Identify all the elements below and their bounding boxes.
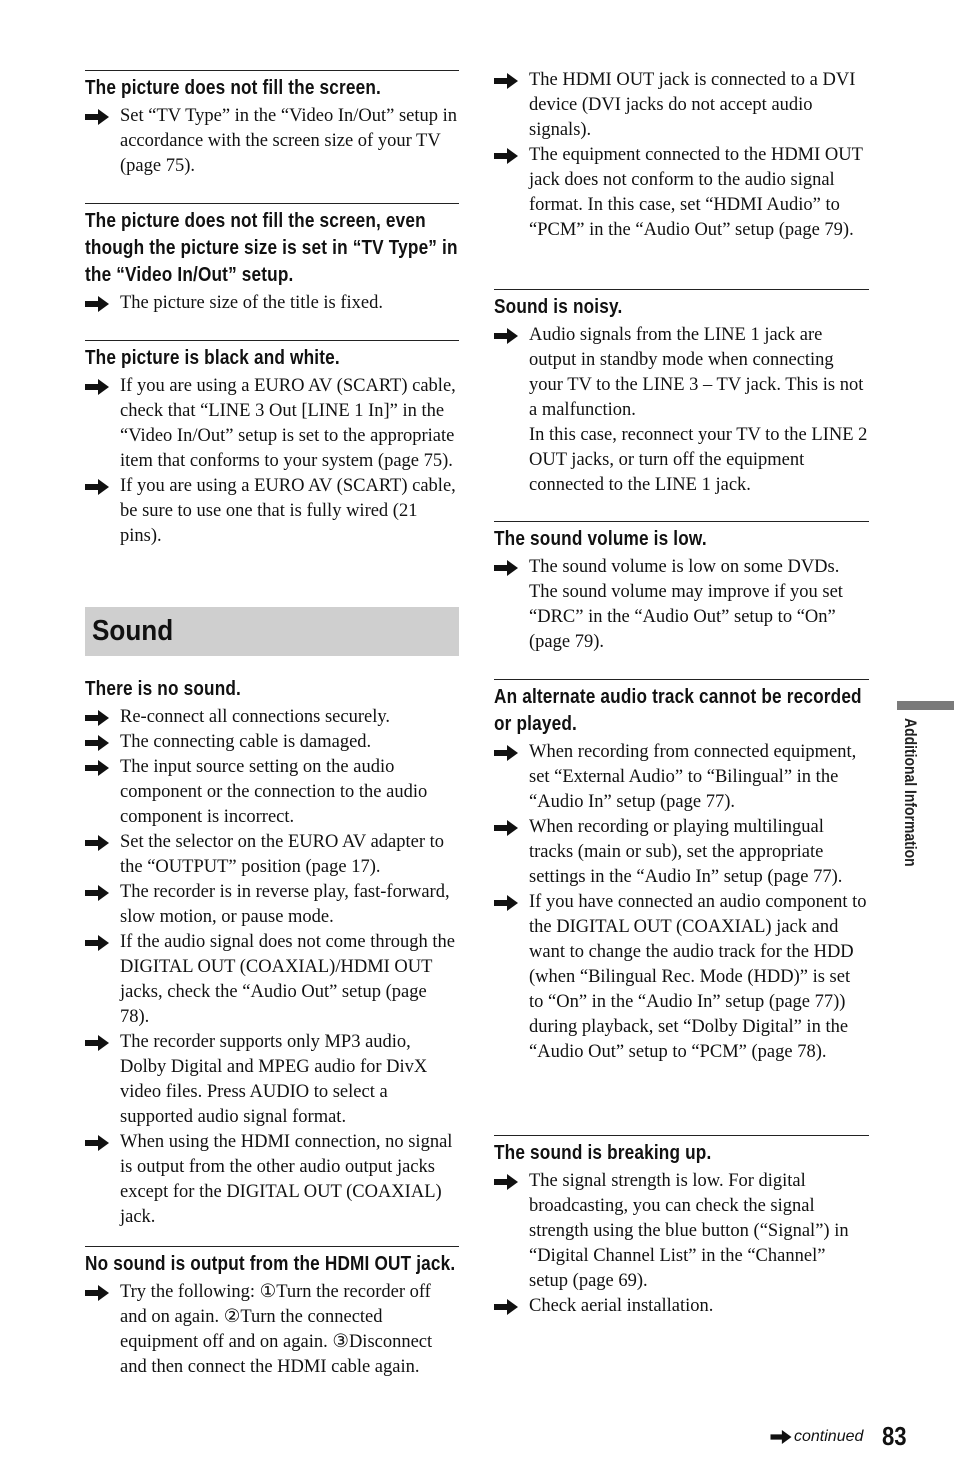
trouble-section: [494, 679, 869, 1065]
section-heading: The picture is black and white.: [85, 347, 340, 369]
solution-text: If the audio signal does not come through the DIGITAL OUT (COAXIAL)/HDMI OUT jacks, check the “Audio Out” setup (page 78).: [120, 932, 455, 1027]
arrow-bullet-icon: [85, 109, 109, 125]
arrow-bullet-icon: [85, 479, 109, 495]
section-heading: The picture does not fill the screen.: [85, 77, 381, 99]
section-heading: No sound is output from the HDMI OUT jack.: [85, 1253, 456, 1275]
solution-item: [494, 555, 869, 655]
arrow-bullet-icon: [494, 745, 518, 761]
solution-item: [494, 740, 869, 815]
trouble-section: [85, 203, 459, 316]
trouble-section: [494, 1135, 869, 1319]
solution-text: The picture size of the title is fixed.: [120, 293, 384, 313]
solution-text: The sound volume is low on some DVDs. The sound volume may improve if you set “DRC” in the “Audio Out” setup to “On” (page 79).: [529, 557, 843, 652]
sound-section-title: Sound: [92, 615, 174, 647]
trouble-section: [494, 289, 869, 498]
solution-item: [85, 1280, 459, 1380]
trouble-section: [494, 64, 869, 243]
continued-arrow-icon: [770, 1430, 792, 1444]
section-tab-bar: [897, 701, 954, 710]
section-heading: Sound is noisy.: [494, 296, 623, 318]
solution-text: The input source setting on the audio component or the connection to the audio component is incorrect.: [120, 757, 428, 827]
arrow-bullet-icon: [494, 73, 518, 89]
solution-item: [85, 474, 459, 549]
solution-item: [85, 880, 459, 930]
solution-item: [494, 815, 869, 890]
section-heading: An alternate audio track cannot be recorded or played.: [494, 686, 862, 735]
solution-text: Set “TV Type” in the “Video In/Out” setup in accordance with the screen size of your TV (page 75).: [120, 106, 458, 176]
arrow-bullet-icon: [85, 735, 109, 751]
solution-item: [494, 890, 869, 1065]
solution-text: The connecting cable is damaged.: [120, 732, 372, 752]
solution-text: If you are using a EURO AV (SCART) cable, be sure to use one that is fully wired (21 pins).: [120, 476, 456, 546]
trouble-section: [85, 340, 459, 549]
solution-text: Audio signals from the LINE 1 jack are output in standby mode when connecting your TV to the LINE 3 – TV jack. This is not a malfunction. In this case, reconnect your TV to the LINE 2 OUT jacks, or turn off the equipment connected to the LINE 1 jack.: [529, 325, 868, 495]
solution-item: [85, 755, 459, 830]
solution-text: When using the HDMI connection, no signal is output from the other audio output jacks except for the DIGITAL OUT (COAXIAL) jack.: [120, 1132, 453, 1227]
solution-item: [85, 1130, 459, 1230]
trouble-section: [85, 70, 459, 179]
solution-item: [494, 323, 869, 498]
solution-text: When recording or playing multilingual tracks (main or sub), set the appropriate settings in the “Audio In” setup (page 77).: [529, 817, 843, 887]
solution-item: [85, 730, 459, 755]
solution-item: [85, 705, 459, 730]
trouble-section: [85, 672, 459, 1230]
trouble-section: [494, 521, 869, 655]
sidebar-label: Additional Information: [901, 718, 920, 867]
section-heading: The sound volume is low.: [494, 528, 707, 550]
arrow-bullet-icon: [85, 935, 109, 951]
arrow-bullet-icon: [85, 1285, 109, 1301]
arrow-bullet-icon: [85, 835, 109, 851]
solution-text: The equipment connected to the HDMI OUT jack does not conform to the audio signal format. In this case, set “HDMI Audio” to “PCM” in the “Audio Out” setup (page 79).: [529, 145, 863, 240]
arrow-bullet-icon: [494, 1174, 518, 1190]
solution-item: [494, 68, 869, 143]
solution-text: The signal strength is low. For digital broadcasting, you can check the signal strength using the blue button (“Signal”) in “Digital Channel List” in the “Channel” setup (page 69).: [529, 1171, 849, 1291]
solution-item: [494, 1294, 869, 1319]
arrow-bullet-icon: [494, 560, 518, 576]
solution-item: [85, 1030, 459, 1130]
arrow-bullet-icon: [85, 760, 109, 776]
arrow-bullet-icon: [494, 1299, 518, 1315]
solution-text: If you are using a EURO AV (SCART) cable, check that “LINE 3 Out [LINE 1 In]” in the “Video In/Out” setup is set to the appropriate item that conforms to your system (page 75).: [120, 376, 456, 471]
section-tab-label: [900, 718, 922, 908]
section-heading: The sound is breaking up.: [494, 1142, 712, 1164]
solution-item: [85, 104, 459, 179]
arrow-bullet-icon: [85, 1135, 109, 1151]
arrow-bullet-icon: [85, 379, 109, 395]
solution-text: When recording from connected equipment, set “External Audio” to “Bilingual” in the “Audio In” setup (page 77).: [529, 742, 857, 812]
solution-item: [85, 374, 459, 474]
solution-item: [85, 930, 459, 1030]
solution-item: [85, 830, 459, 880]
arrow-bullet-icon: [85, 885, 109, 901]
arrow-bullet-icon: [85, 1035, 109, 1051]
solution-text: The HDMI OUT jack is connected to a DVI device (DVI jacks do not accept audio signals).: [529, 70, 856, 140]
arrow-bullet-icon: [494, 820, 518, 836]
solution-text: The recorder supports only MP3 audio, Dolby Digital and MPEG audio for DivX video files. Press AUDIO to select a supported audio signal format.: [120, 1032, 428, 1127]
solution-item: [494, 143, 869, 243]
continued-note: [770, 1428, 863, 1446]
solution-text: Re-connect all connections securely.: [120, 707, 391, 727]
solution-item: [85, 291, 459, 316]
section-heading: The picture does not fill the screen, even though the picture size is set in “TV Type” in the “Video In/Out” setup.: [85, 210, 458, 286]
solution-text: The recorder is in reverse play, fast-forward, slow motion, or pause mode.: [120, 882, 450, 927]
trouble-section: [85, 1246, 459, 1380]
arrow-bullet-icon: [85, 296, 109, 312]
solution-text: If you have connected an audio component to the DIGITAL OUT (COAXIAL) jack and want to change the audio track for the HDD (when “Bilingual Rec. Mode (HDD)” is set to “On” in the “Audio In” setup (page 77)) during playback, set “Dolby Digital” in the “Audio Out” setup to “PCM” (page 78).: [529, 892, 867, 1062]
continued-text: continued: [794, 1428, 864, 1445]
solution-item: [494, 1169, 869, 1294]
solution-text: Try the following: ①Turn the recorder off and on again. ②Turn the connected equipment off and on again. ③Disconnect and then connect the HDMI cable again.: [120, 1282, 433, 1377]
page-number: 83: [882, 1421, 907, 1451]
arrow-bullet-icon: [85, 710, 109, 726]
sound-section-header: [85, 607, 459, 656]
section-heading: There is no sound.: [85, 678, 242, 700]
arrow-bullet-icon: [494, 895, 518, 911]
arrow-bullet-icon: [494, 328, 518, 344]
solution-text: Set the selector on the EURO AV adapter to the “OUTPUT” position (page 17).: [120, 832, 445, 877]
arrow-bullet-icon: [494, 148, 518, 164]
solution-text: Check aerial installation.: [529, 1296, 714, 1316]
